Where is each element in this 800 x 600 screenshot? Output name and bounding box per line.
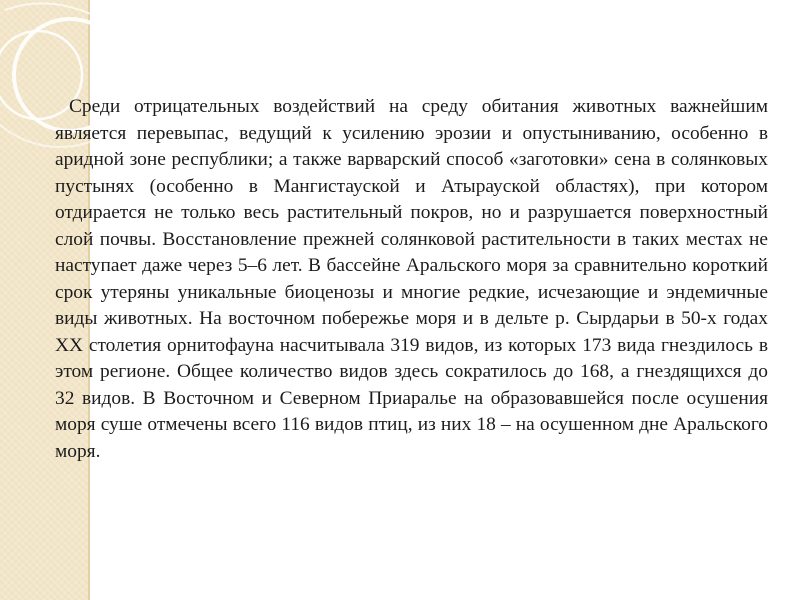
slide-body-text: Среди отрицательных воздействий на среду обитания животных важнейшим является перевыпас, ведущий к усилению эрозии и опустыниванию, особенно в аридной зоне республики; а также варварский способ «заготовки» сена в солянковых пустынях (особенно в Мангистауской и Атырауской областях), при котором отдирается не только весь растительный покров, но и разрушается поверхностный слой почвы. Восстановление прежней солянковой растительности в таких местах не наступает даже через 5–6 лет. В бассейне Аральского моря за сравнительно короткий срок утеряны уникальные биоценозы и многие редкие, исчезающие и эндемичные виды животных. На восточном побережье моря и в дельте р. Сырдарьи в 50-х годах XX столетия орнитофауна насчитывала 319 видов, из которых 173 вида гнездилось в этом регионе. Общее количество видов здесь сократилось до 168, а гнездящихся до 32 видов. В Восточном и Северном Приаралье на образовавшейся после осушения моря суше отмечены всего 116 видов птиц, из них 18 – на осушенном дне Аральского моря.	[55, 96, 768, 462]
